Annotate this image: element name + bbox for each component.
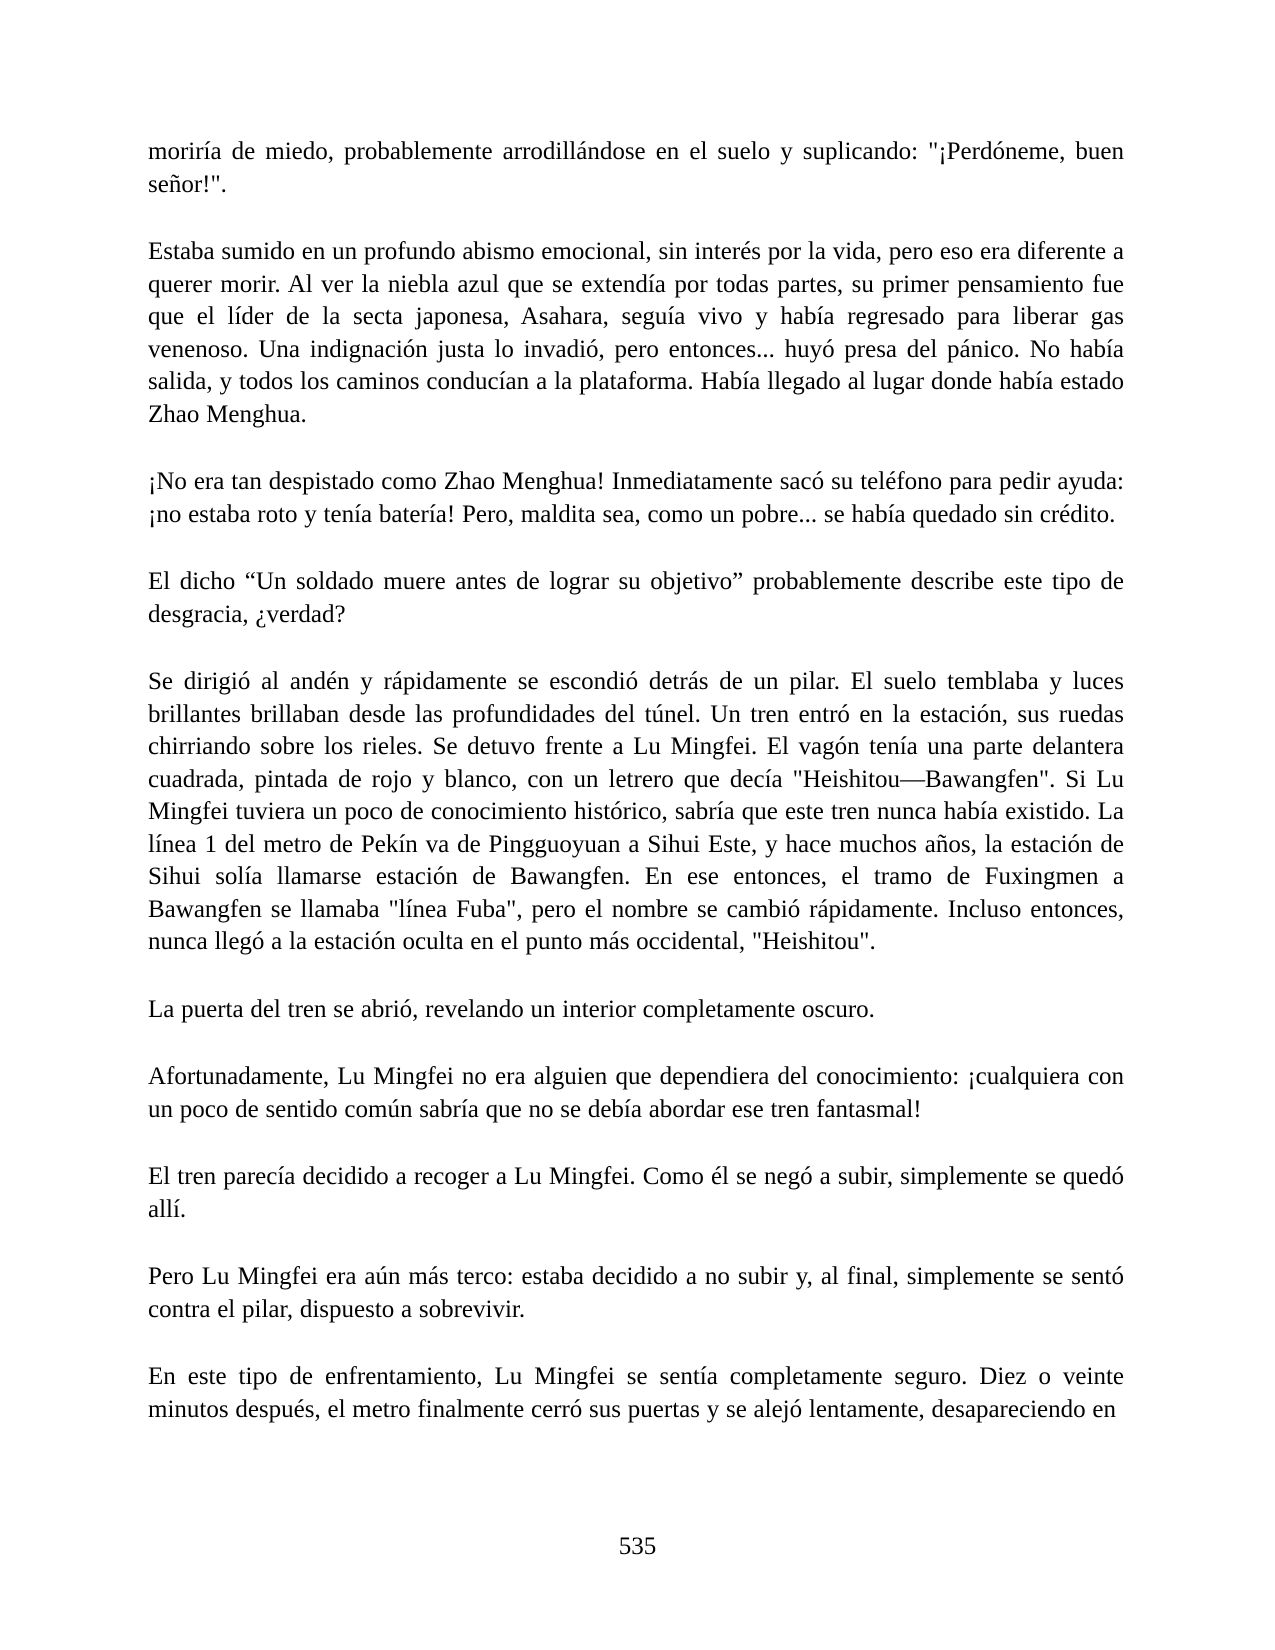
paragraph: En este tipo de enfrentamiento, Lu Mingfei se sentía completamente seguro. Diez o veinte minutos después, el metro finalmente cerró sus puertas y se alejó lentamente, desapareciendo en: [148, 1363, 1124, 1423]
page-number-label: 535: [618, 1533, 657, 1560]
paragraph: Pero Lu Mingfei era aún más terco: estaba decidido a no subir y, al final, simplemente se sentó contra el pilar, dispuesto a sobrevivir.: [148, 1263, 1124, 1323]
paragraph: Afortunadamente, Lu Mingfei no era alguien que dependiera del conocimiento: ¡cualquiera con un poco de sentido común sabría que no se debía abordar ese tren fantasmal!: [148, 1063, 1124, 1123]
page-footer: [0, 1531, 1275, 1564]
text-content: [148, 136, 1124, 1461]
paragraph: moriría de miedo, probablemente arrodillándose en el suelo y suplicando: "¡Perdóneme, buen señor!".: [148, 138, 1124, 198]
paragraph: El tren parecía decidido a recoger a Lu Mingfei. Como él se negó a subir, simplemente se quedó allí.: [148, 1163, 1124, 1223]
paragraph: Se dirigió al andén y rápidamente se escondió detrás de un pilar. El suelo temblaba y luces brillantes brillaban desde las profundidades del túnel. Un tren entró en la estación, sus ruedas chirriando sobre los rieles. Se detuvo frente a Lu Mingfei. El vagón tenía una parte delantera cuadrada, pintada de rojo y blanco, con un letrero que decía "Heishitou—Bawangfen". Si Lu Mingfei tuviera un poco de conocimiento histórico, sabría que este tren nunca había existido. La línea 1 del metro de Pekín va de Pingguoyuan a Sihui Este, y hace muchos años, la estación de Sihui solía llamarse estación de Bawangfen. En ese entonces, el tramo de Fuxingmen a Bawangfen se llamaba "línea Fuba", pero el nombre se cambió rápidamente. Incluso entonces, nunca llegó a la estación oculta en el punto más occidental, "Heishitou".: [148, 668, 1124, 955]
paragraph: La puerta del tren se abrió, revelando un interior completamente oscuro.: [148, 995, 875, 1023]
paragraph: ¡No era tan despistado como Zhao Menghua! Inmediatamente sacó su teléfono para pedir ayuda: ¡no estaba roto y tenía batería! Pero, maldita sea, como un pobre... se había quedado sin crédito.: [148, 468, 1124, 528]
paragraph: El dicho “Un soldado muere antes de lograr su objetivo” probablemente describe este tipo de desgracia, ¿verdad?: [148, 568, 1124, 628]
paragraph: Estaba sumido en un profundo abismo emocional, sin interés por la vida, pero eso era diferente a querer morir. Al ver la niebla azul que se extendía por todas partes, su primer pensamiento fue que el líder de la secta japonesa, Asahara, seguía vivo y había regresado para liberar gas venenoso. Una indignación justa lo invadió, pero entonces... huyó presa del pánico. No había salida, y todos los caminos conducían a la plataforma. Había llegado al lugar donde había estado Zhao Menghua.: [148, 238, 1124, 428]
